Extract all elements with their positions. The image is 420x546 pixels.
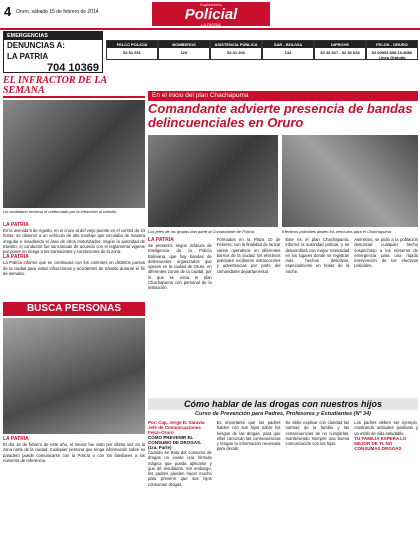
infractor-body: En la avenida 6 de Agosto, en el cruce al del viejo puente en el control de 24 horas, se observó a un vehículo de alto tonelaje que circulaba de manera irregular e invadiendo el área de otros motorizados. Según la autoridad de tránsito, el conductor fue sancionado de acuerdo con el reglamento vigente por poner en riesgo a los transeúntes y conductores de la zona. [3, 228, 146, 254]
drogas-subhead: CÓMO PREVENIR EL CONSUMO DE DROGAS. (1ra. Parte) [148, 435, 202, 450]
missing-person-article [3, 436, 145, 463]
phone-entry: FELCN - ORURO 52 60993 800-10-8080 Línea Gratuita [366, 40, 418, 60]
phone-entry: DIPROVE 52 36 627 - 52 36 628 [314, 40, 366, 60]
section-label: LA PATRIA [3, 254, 29, 261]
article-headline: Comandante advierte presencia de bandas delincuenciales en Oruro [148, 101, 413, 130]
logo-kicker: Suplemento [200, 3, 222, 7]
section-label: LA PATRIA [148, 237, 174, 243]
lapaz1-body: La Policía informó que se continuará con los controles en distintos puntos de la ciudad para evitar infracciones y accidentes de tránsito durante el fin de semana. [3, 260, 145, 276]
emergency-line1b: LA PATRIA [7, 52, 49, 61]
infractor-caption: Un ciudadano reclama el uniformado por la infracción al tránsito. [3, 209, 118, 214]
logo-sub: LA PATRIA [201, 22, 221, 28]
logo-name: Policial [184, 6, 238, 24]
phone-directory [106, 40, 418, 60]
phone-entry: SAR - BOLIVIA 132 [262, 40, 314, 60]
article-photo-vehicles [282, 135, 418, 227]
drogas-title: Cómo hablar de las drogas con nuestros hijos [148, 398, 418, 410]
emergency-phone: 704 10369 [47, 62, 99, 74]
busca-personas-title: BUSCA PERSONAS [3, 302, 145, 316]
emergency-line1: DENUNCIAS A: [7, 41, 65, 50]
drogas-byline: Por: Cap. Jorge D. Saravia Jefe de Comunicaciones Felcn-Oruro [148, 420, 205, 435]
drogas-column: Por: Cap. Jorge D. Saravia Jefe de Comunicaciones Felcn-Oruro CÓMO PREVENIR EL CONSUMO DE DROGAS. (1ra. Parte) Cuando se trata del consumo de drogas no existe una fórmula mágica que pueda aplicarse y que dé resultados. Sin embargo, los padres pueden hacer mucho para prevenir que sus hijos consuman drogas. [148, 420, 212, 487]
article-photo2-caption: Efectivos policiales alisten los vehículos para el Chachapuma [282, 229, 391, 234]
page-number: 4 [4, 4, 12, 19]
header-rule [0, 28, 420, 30]
article-columns [148, 237, 418, 290]
drogas-promo: TU FAMILIA ESPERA LO MEJOR DE TI. NO CONSUMAS DROGAS [354, 435, 407, 451]
article-column: Asimismo, se pidió a la población denunciar cualquier hecho sospechoso a los números de emergencia para una rápida intervención de los efectivos policiales. [354, 237, 418, 269]
phone-entry: BOMBEROS 119 [158, 40, 210, 60]
section-label: LA PATRIA [3, 436, 29, 442]
missing-person-photo [3, 318, 145, 434]
article-column: Este es el plan Chachapuma, informó la autoridad policial, y se desarrollará con mayor intensidad en los lugares donde se registran más hechos delictivos, especialmente en horas de la noche. [285, 237, 350, 274]
article-column: LA PATRIA Se presentó, según Jefatura de Inteligencia de la Policía Boliviana, que hay bandas de delincuentes organizados que operan en la ciudad de Oruro, en diferentes zonas de la capital, por lo que se inicia el plan Chachapuma con personal de la institución. [148, 237, 212, 290]
article-photo1-caption: Los jefes de los grupos dan parte al Comandante de Policía [148, 229, 255, 234]
infractor-photo [3, 100, 145, 208]
section-label: LA PATRIA [3, 222, 29, 228]
article-column: Formados en la Plaza 10 de Febrero, con la finalidad de lanzar varios operativos en diferentes barrios de la ciudad, los efectivos policiales recibieron instrucciones y advertencias por parte del comandante departamental. [216, 237, 281, 274]
phone-entry: ASISTENCIA PÚBLICA 52 51 404 [210, 40, 262, 60]
phone-entry: FELCC POLICÍA 52 51 921 [106, 40, 158, 60]
drogas-column: Los padres deben ser ejemplo, mostrando actitudes positivas y un estilo de vida saludable. TU FAMILIA ESPERA LO MEJOR DE TI. NO CONSUMAS DROGAS [354, 420, 418, 451]
infractor-article [3, 222, 145, 276]
infractor-title: EL INFRACTOR DE LA SEMANA [3, 76, 145, 98]
missing-person-body: El día 15 de febrero de este año, el menor fue visto por última vez en la zona norte de la ciudad. Cualquier persona que tenga información sobre su paradero puede comunicarse con la Policía o con los familiares a los números de referencia. [3, 442, 145, 463]
article-kicker: En el inicio del plan Chachapuma [148, 91, 418, 101]
supplement-logo [152, 2, 270, 26]
drogas-subtitle: Curso de Prevención para Padres, Profesores y Estudiantes (Nº 34) [195, 411, 371, 417]
emergency-box [3, 31, 103, 73]
emergency-title: EMERGENCIAS [4, 32, 102, 40]
drogas-column: Es importante que los padres hablen con sus hijos sobre los riesgos de las drogas, para que ellos conozcan las consecuencias y tengan la información necesaria para decidir. [216, 420, 281, 452]
article-photo-police-chiefs [148, 135, 278, 227]
page-date: Oruro, sábado 15 de febrero de 2014 [16, 9, 99, 15]
drogas-columns [148, 420, 418, 487]
drogas-column: Se debe explicar con claridad las normas de la familia y las consecuencias de no cumplirlas, manteniendo siempre una buena comunicación con los hijos. [285, 420, 350, 446]
